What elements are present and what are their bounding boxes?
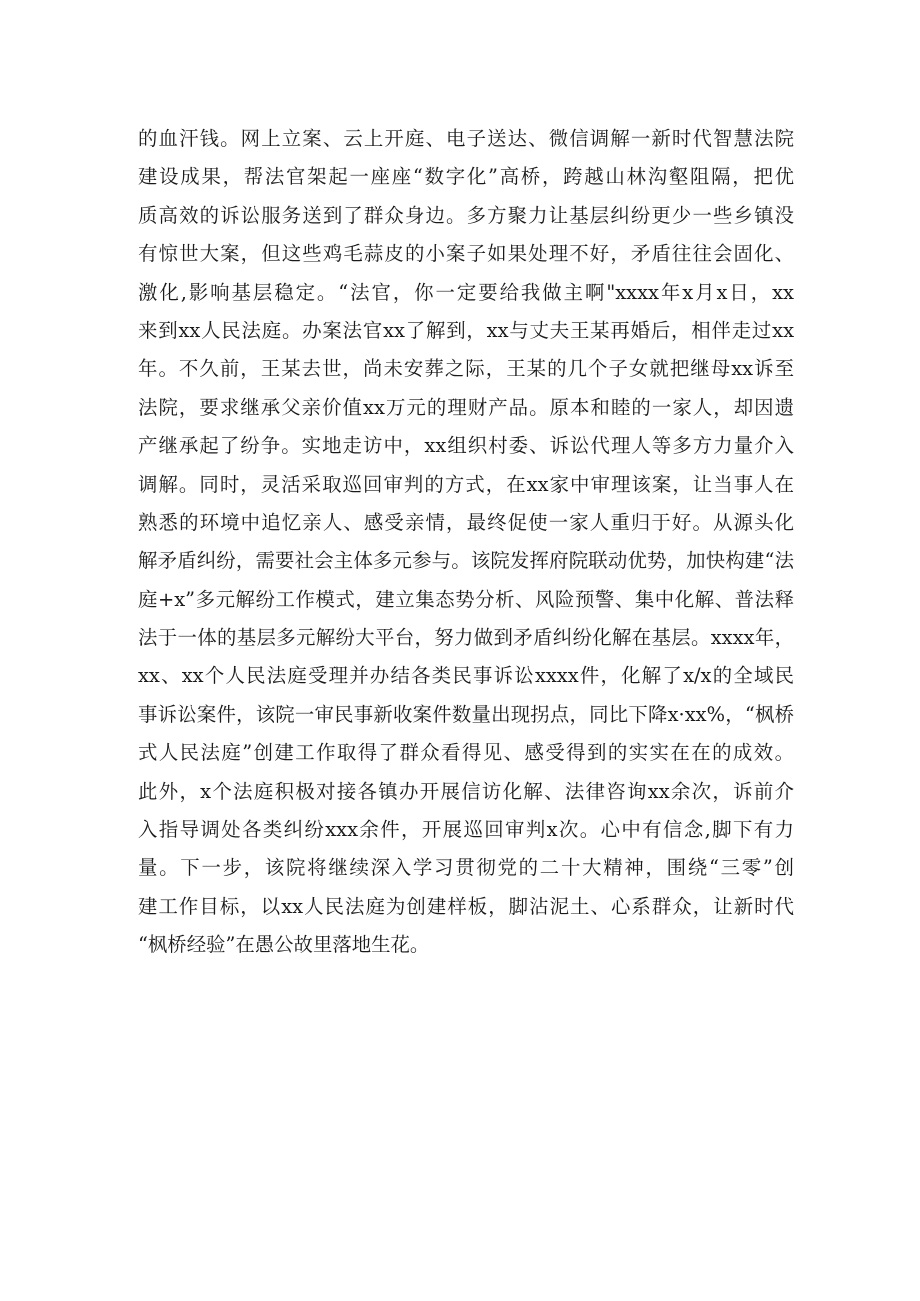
text-line-1: 的血汗钱。网上立案、云上开庭、电子送达、微信调解一新时代智慧法院 xyxy=(138,127,794,150)
text-line-8: 法院，要求继承父亲价值xx万元的理财产品。原本和睦的一家人，却因遗 xyxy=(138,395,794,419)
text-line-13: 庭+x”多元解纷工作模式，建立集态势分析、风险预警、集中化解、普法释 xyxy=(138,587,794,611)
text-line-5: 激化,影响基层稳定。“法官，你一定要给我做主啊"xxxx年x月x日，xx xyxy=(138,280,794,304)
text-line-16: 事诉讼案件，该院一审民事新收案件数量出现拐点，同比下降x·xx%，“枫桥 xyxy=(138,702,794,726)
text-line-15: xx、xx个人民法庭受理并办结各类民事诉讼xxxx件，化解了x/x的全域民 xyxy=(138,664,794,688)
text-line-17: 式人民法庭”创建工作取得了群众看得见、感受得到的实实在在的成效。 xyxy=(138,741,794,765)
text-line-20: 量。下一步，该院将继续深入学习贯彻党的二十大精神，围绕“三零”创 xyxy=(138,856,794,880)
text-line-11: 熟悉的环境中追忆亲人、感受亲情，最终促使一家人重归于好。从源头化 xyxy=(138,510,794,534)
text-line-14: 法于一体的基层多元解纷大平台，努力做到矛盾纠纷化解在基层。xxxx年， xyxy=(138,626,794,650)
text-line-19: 入指导调处各类纠纷xxx余件，开展巡回审判x次。心中有信念,脚下有力 xyxy=(138,818,794,842)
text-line-3: 质高效的诉讼服务送到了群众身边。多方聚力让基层纠纷更少一些乡镇没 xyxy=(138,203,794,227)
document-body-text xyxy=(138,120,794,965)
text-line-21: 建工作目标，以xx人民法庭为创建样板，脚沾泥土、心系群众，让新时代 xyxy=(138,894,794,918)
text-line-4: 有惊世大案，但这些鸡毛蒜皮的小案子如果处理不好，矛盾往往会固化、 xyxy=(138,242,794,266)
text-line-22: “枫桥经验”在愚公故里落地生花。 xyxy=(138,933,430,957)
text-line-18: 此外，x个法庭积极对接各镇办开展信访化解、法律咨询xx余次，诉前介 xyxy=(138,779,794,803)
text-line-7: 年。不久前，王某去世，尚未安葬之际，王某的几个子女就把继母xx诉至 xyxy=(138,357,794,381)
text-line-10: 调解。同时，灵活采取巡回审判的方式，在xx家中审理该案，让当事人在 xyxy=(138,472,794,496)
text-line-12: 解矛盾纠纷，需要社会主体多元参与。该院发挥府院联动优势，加快构建“法 xyxy=(138,549,794,573)
text-line-2: 建设成果，帮法官架起一座座“数字化”高桥，跨越山林沟壑阻隔，把优 xyxy=(138,165,794,189)
text-line-6: 来到xx人民法庭。办案法官xx了解到，xx与丈夫王某再婚后，相伴走过xx xyxy=(138,318,794,342)
text-line-9: 产继承起了纷争。实地走访中，xx组织村委、诉讼代理人等多方力量介入 xyxy=(138,434,794,458)
